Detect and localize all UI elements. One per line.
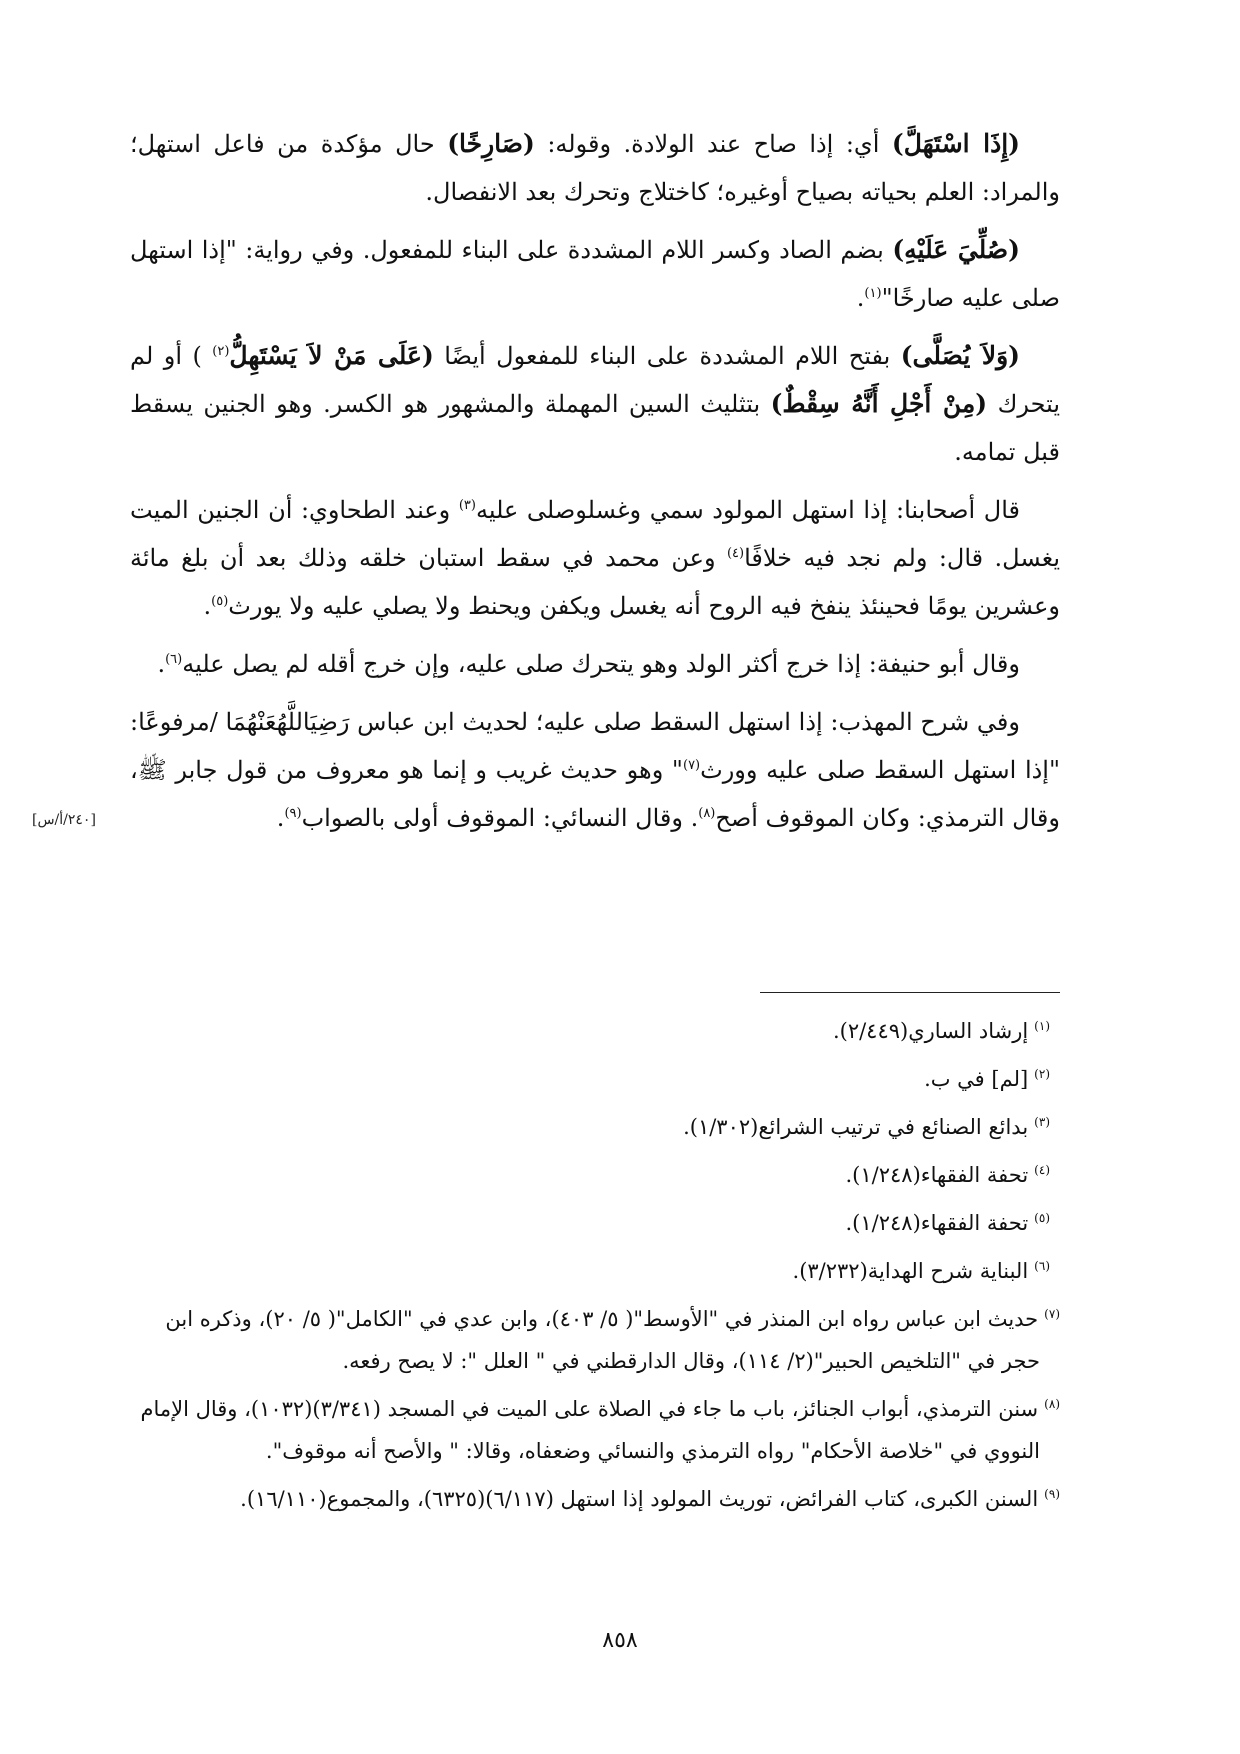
footnote-ref: (٧) [682, 758, 701, 773]
footnote-ref: (٨) [698, 806, 716, 821]
footnote-separator [760, 992, 1060, 993]
text: بضم الصاد وكسر اللام المشددة على البناء للمفعول. وفي رواية: "إذا استهل صلى عليه صارخًا" [130, 236, 1060, 312]
footnote-ref: (٩) [284, 806, 302, 821]
paragraph-6 [130, 698, 1060, 842]
footnote-number: (٦) [1034, 1259, 1050, 1273]
text: حال مؤكدة من فاعل استهل؛ والمراد: العلم بحياته بصياح أوغيره؛ كاختلاج وتحرك بعد الانفصال. [130, 130, 1060, 206]
text: وعند الطحاوي: أن الجنين الميت يغسل. قال: ولم نجد فيه خلافًا [130, 496, 1061, 572]
paragraph-5 [130, 640, 1060, 688]
keyword: (صُلِّيَ عَلَيْهِ) [892, 235, 1020, 264]
keyword: (إِذَا اسْتَهَلَّ) [891, 129, 1021, 158]
footnote-9 [130, 1478, 1060, 1520]
text: . [203, 592, 212, 620]
footnote-number: (٥) [1034, 1211, 1050, 1225]
keyword: (وَلاَ يُصَلَّى) [900, 341, 1020, 370]
footnote-text: [لم] في ب. [924, 1067, 1029, 1091]
text: ) أو لم يتحرك [130, 342, 1061, 418]
footnote-number: (٣) [1034, 1115, 1050, 1129]
footnote-text: بدائع الصنائع في ترتيب الشرائع(١/٣٠٢). [683, 1115, 1029, 1139]
text: . وقال النسائي: الموقوف أولى بالصواب [301, 804, 699, 832]
footnote-ref: (٤) [726, 546, 745, 561]
footnote-text: تحفة الفقهاء(١/٢٤٨). [845, 1163, 1029, 1187]
footnote-text: إرشاد الساري(٢/٤٤٩). [832, 1019, 1029, 1043]
footnote-number: (٢) [1034, 1067, 1050, 1081]
paragraph-4 [130, 486, 1060, 630]
footnote-5 [130, 1202, 1060, 1244]
page-number: ٨٥٨ [602, 1628, 638, 1653]
footnote-3 [130, 1106, 1060, 1148]
text: وعن محمد في سقط استبان خلقه وذلك بعد أن بلغ مائة وعشرين يومًا فحينئذ ينفخ فيه الروح أنه يغسل ويكفن ويحنط ولا يصلي عليه ولا يورث [130, 544, 1060, 620]
footnote-number: (٩) [1044, 1487, 1060, 1501]
footnote-1 [130, 1010, 1060, 1052]
main-text [130, 120, 1060, 852]
footnote-7 [130, 1298, 1060, 1382]
text: أي: إذا صاح عند الولادة. وقوله: [534, 130, 892, 158]
text: بفتح اللام المشددة على البناء للمفعول أيضًا [433, 342, 901, 370]
footnote-text: سنن الترمذي، أبواب الجنائز، باب ما جاء في الصلاة على الميت في المسجد (٣/٣٤١)(١٠٣٢)، وقال الإمام النووي في "خلاصة الأحكام" رواه الترمذي والنسائي وضعفاه، وقالا: " والأصح أنه موقوف". [140, 1397, 1040, 1463]
footnote-text: السنن الكبرى، كتاب الفرائض، توريث المولود إذا استهل (٦/١١٧)(٦٣٢٥)، والمجموع(١٦/١١٠). [240, 1487, 1039, 1511]
footnote-8 [130, 1388, 1060, 1472]
footnote-text: تحفة الفقهاء(١/٢٤٨). [845, 1211, 1029, 1235]
footnote-text: البناية شرح الهداية(٣/٢٣٢). [792, 1259, 1029, 1283]
keyword: (صَارِخًا) [447, 129, 535, 158]
text: وفي شرح المهذب: إذا استهل السقط صلى عليه؛ لحديث ابن عباس رَضِيَاللَّهُعَنْهُمَا /مرفوعًا: "إذا استهل السقط صلى عليه وورث [130, 708, 1061, 784]
paragraph-2 [130, 226, 1060, 322]
footnote-ref: (٢) [212, 344, 230, 359]
margin-folio-note: [٢٤٠/أ/س] [32, 812, 96, 828]
footnote-ref: (١) [864, 286, 882, 301]
text: قال أصحابنا: إذا استهل المولود سمي وغسلوصلى عليه [475, 496, 1020, 524]
text: . [856, 284, 865, 312]
text: . [276, 804, 285, 832]
footnote-4 [130, 1154, 1060, 1196]
footnote-number: (٨) [1044, 1397, 1060, 1411]
text: بتثليث السين المهملة والمشهور هو الكسر. وهو الجنين يسقط قبل تمامه. [130, 390, 1060, 466]
paragraph-3 [130, 332, 1060, 476]
footnote-text: حديث ابن عباس رواه ابن المنذر في "الأوسط"( ٥/ ٤٠٣)، وابن عدي في "الكامل"( ٥/ ٢٠)، وذكره ابن حجر في "التلخيص الحبير"(٢/ ١١٤)، وقال الدارقطني في " العلل ": لا يصح رفعه. [165, 1307, 1040, 1373]
footnote-ref: (٣) [458, 498, 476, 513]
footnotes [130, 1010, 1060, 1526]
footnote-6 [130, 1250, 1060, 1292]
footnote-number: (٤) [1034, 1163, 1050, 1177]
footnote-number: (٧) [1044, 1307, 1060, 1321]
keyword: (مِنْ أَجْلِ أَنَّهُ سِقْطٌ) [770, 389, 988, 418]
paragraph-1 [130, 120, 1060, 216]
footnote-number: (١) [1034, 1019, 1050, 1033]
keyword: (عَلَى مَنْ لاَ يَسْتَهِلُّ [229, 341, 434, 370]
text: " وهو حديث غريب و إنما هو معروف من قول جابر ﷺ، وقال الترمذي: وكان الموقوف أصح [130, 756, 1060, 832]
text: . [157, 650, 166, 678]
footnote-ref: (٦) [165, 652, 183, 667]
text: وقال أبو حنيفة: إذا خرج أكثر الولد وهو يتحرك صلى عليه، وإن خرج أقله لم يصل عليه [182, 650, 1020, 678]
footnote-ref: (٥) [211, 594, 229, 609]
footnote-2 [130, 1058, 1060, 1100]
